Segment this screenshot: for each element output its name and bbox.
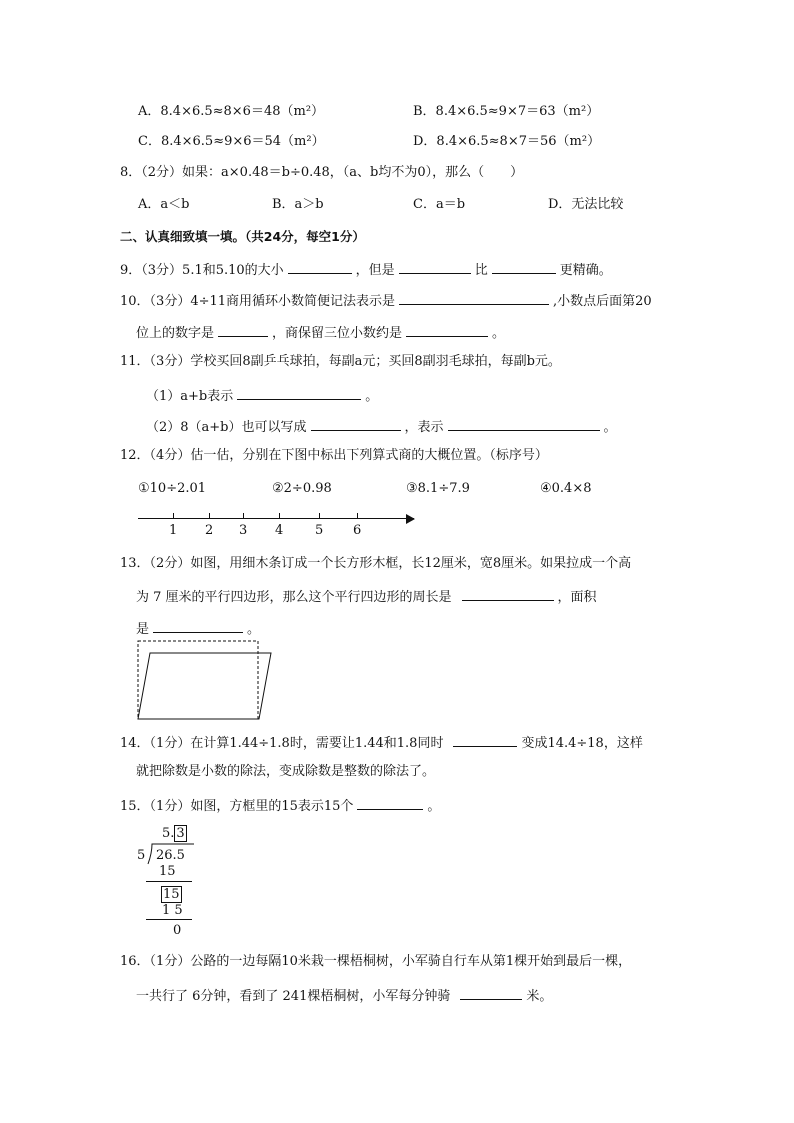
tick-4 <box>279 513 280 519</box>
q13-text-2: ，面积 <box>557 590 597 605</box>
q9-text-3: 比 <box>474 263 488 278</box>
q13-line-1: 13．（2分）如图，用细木条订成一个长方形木框，长12厘米，宽8厘米。如果拉成一个高 <box>120 556 632 571</box>
tick-label-6: 6 <box>353 523 362 538</box>
q7-option-b: B．8.4×6.5≈9×7＝63（m²） <box>413 104 600 119</box>
q9-text-4: 更精确。 <box>559 263 612 278</box>
q11-blank-2[interactable] <box>311 416 401 431</box>
q16-line-2 <box>136 985 552 1006</box>
q10-text-2: ,小数点后面第20 <box>553 294 652 309</box>
q15-stem <box>120 795 440 816</box>
q10-text-3: 位上的数字是 <box>136 326 215 341</box>
step-1: 15 <box>159 864 176 879</box>
q14-line-1 <box>120 732 643 753</box>
tick-2 <box>209 513 210 519</box>
q12-item-1: ①10÷2.01 <box>138 481 207 496</box>
q11-sub-2 <box>146 416 617 437</box>
q15-blank-1[interactable] <box>357 795 423 810</box>
q11-sub2-mid: ，表示 <box>404 420 444 435</box>
q10-blank-3[interactable] <box>406 322 488 337</box>
q16-line-1: 16．（1分）公路的一边每隔10米栽一棵梧桐树，小军骑自行车从第1棵开始到最后一棵， <box>120 954 632 969</box>
q14-blank-1[interactable] <box>453 732 517 747</box>
q16-text-2: 米。 <box>526 989 553 1004</box>
q12-stem: 12．（4分）估一估，分别在下图中标出下列算式商的大概位置。（标序号） <box>120 448 548 463</box>
q8-option-c: C．a＝b <box>413 197 466 212</box>
divisor: 5 <box>137 848 146 863</box>
tick-label-5: 5 <box>315 523 324 538</box>
q9-blank-1[interactable] <box>288 259 352 274</box>
q13-line-3 <box>136 618 260 639</box>
q10-line-1 <box>120 290 652 311</box>
q10-line-2 <box>136 322 505 343</box>
section-2-heading: 二、认真细致填一填。（共24分，每空1分） <box>120 229 365 244</box>
q9-text-2: ，但是 <box>355 263 395 278</box>
parallelogram <box>138 653 271 719</box>
q13-line-2 <box>136 586 597 607</box>
q10-blank-2[interactable] <box>218 322 268 337</box>
q14-line-2: 就把除数是小数的除法，变成除数是整数的除法了。 <box>136 764 436 779</box>
tick-5 <box>319 513 320 519</box>
q12-item-4: ④0.4×8 <box>540 481 592 496</box>
q12-item-3: ③8.1÷7.9 <box>406 481 470 496</box>
number-line <box>138 518 414 519</box>
tick-label-3: 3 <box>239 523 248 538</box>
q15-text-1: 15．（1分）如图，方框里的15表示15个 <box>120 799 354 814</box>
q14-text-2: 变成14.4÷18，这样 <box>521 736 643 751</box>
q13-text-1: 为 7 厘米的平行四边形，那么这个平行四边形的周长是 <box>136 590 452 605</box>
q9-blank-2[interactable] <box>399 259 471 274</box>
q10-text-1: 10．（3分）4÷11商用循环小数简便记法表示是 <box>120 294 396 309</box>
q7-option-a: A．8.4×6.5≈8×6＝48（m²） <box>138 104 325 119</box>
divider-1 <box>146 881 192 882</box>
tick-3 <box>243 513 244 519</box>
q10-text-4: ，商保留三位小数约是 <box>272 326 403 341</box>
q11-blank-3[interactable] <box>448 416 600 431</box>
tick-label-1: 1 <box>169 523 178 538</box>
tick-6 <box>357 513 358 519</box>
q11-sub2-text: （2）8（a+b）也可以写成 <box>146 420 307 435</box>
dividend: 26.5 <box>156 848 185 863</box>
q8-option-a: A．a＜b <box>138 197 190 212</box>
q11-stem: 11．（3分）学校买回8副乒乓球拍，每副a元；买回8副羽毛球拍，每副b元。 <box>120 354 561 369</box>
q16-text-1: 一共行了 6分钟，看到了 241棵梧桐树，小军每分钟骑 <box>136 989 451 1004</box>
q7-option-c: C．8.4×6.5≈9×6＝54（m²） <box>138 134 325 149</box>
q15-text-2: 。 <box>427 799 441 814</box>
number-line-arrow-icon <box>406 514 415 524</box>
q16-blank-1[interactable] <box>460 985 522 1000</box>
q14-text-1: 14．（1分）在计算1.44÷1.8时，需要让1.44和1.8同时 <box>120 736 444 751</box>
q13-blank-2[interactable] <box>153 618 243 633</box>
q13-text-4: 。 <box>247 622 261 637</box>
q8-stem: 8．（2分）如果：a×0.48＝b÷0.48，（a、b均不为0），那么（ ） <box>120 165 524 180</box>
boxed-digit: 3 <box>176 826 185 841</box>
q13-blank-1[interactable] <box>462 586 554 601</box>
tick-label-2: 2 <box>205 523 214 538</box>
q7-option-d: D．8.4×6.5≈8×7＝56（m²） <box>413 134 601 149</box>
q11-sub2-end: 。 <box>603 420 617 435</box>
q9-blank-3[interactable] <box>492 259 556 274</box>
parallelogram-figure <box>134 638 276 724</box>
q11-sub1-text: （1）a+b表示 <box>146 389 234 404</box>
q8-option-b: B．a＞b <box>272 197 324 212</box>
tick-1 <box>173 513 174 519</box>
q11-blank-1[interactable] <box>237 385 361 400</box>
q13-text-3: 是 <box>136 622 150 637</box>
tick-label-4: 4 <box>275 523 284 538</box>
quotient: 5. 3 <box>162 826 185 841</box>
step-3: 1 5 <box>162 903 183 918</box>
q9 <box>120 259 612 280</box>
q12-item-2: ②2÷0.98 <box>272 481 332 496</box>
long-division <box>134 824 204 942</box>
q9-text-1: 9．（3分）5.1和5.10的大小 <box>120 263 284 278</box>
q8-option-d: D．无法比较 <box>548 197 624 212</box>
q11-sub-1 <box>146 385 378 406</box>
boxed-15: 15 <box>163 887 180 902</box>
q11-sub1-end: 。 <box>365 389 379 404</box>
divider-2 <box>146 919 192 920</box>
q10-text-5: 。 <box>492 326 506 341</box>
remainder: 0 <box>173 923 182 938</box>
q10-blank-1[interactable] <box>399 290 549 305</box>
